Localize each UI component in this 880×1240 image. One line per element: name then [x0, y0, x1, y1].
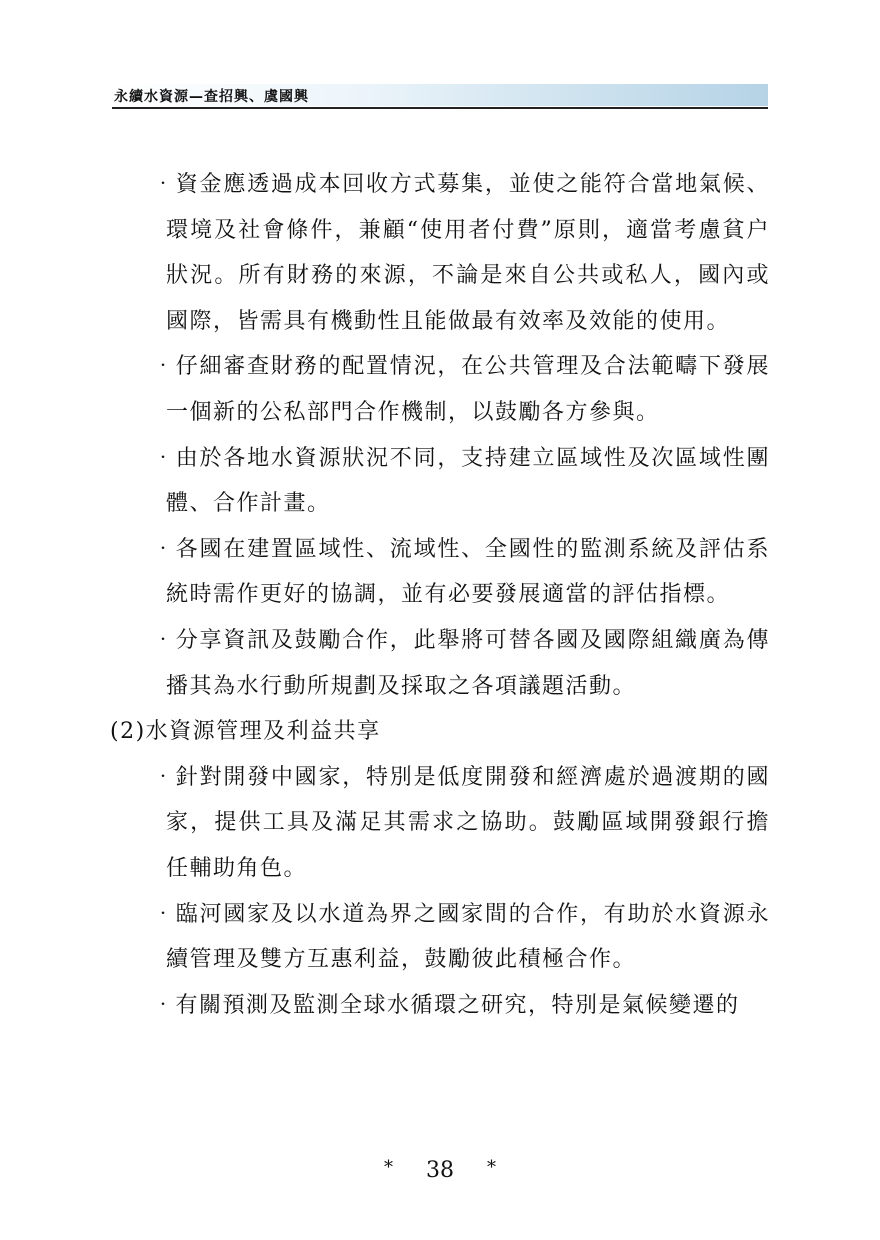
bullet-paragraph: ‧有關預測及監測全球水循環之研究，特別是氣候變遷的: [152, 992, 740, 1018]
bullet-paragraph: ‧針對開發中國家，特別是低度開發和經濟處於過渡期的國家，提供工具及滿足其需求之協助。鼓勵區域開發銀行擔任輔助角色。: [152, 764, 770, 881]
footer-star-right: *: [487, 1157, 496, 1178]
footer-star-left: *: [384, 1157, 393, 1178]
page-footer: [0, 1158, 880, 1183]
page-number: 38: [426, 1158, 454, 1183]
running-header-title: 永續水資源—查招興、虞國興: [114, 89, 309, 105]
bullet-paragraph: ‧各國在建置區域性、流域性、全國性的監測系統及評估系統時需作更好的協調，並有必要發展適當的評估指標。: [152, 536, 770, 608]
bullet-paragraph: ‧臨河國家及以水道為界之國家間的合作，有助於水資源永續管理及雙方互惠利益，鼓勵彼此積極合作。: [152, 901, 770, 973]
header-rule: [112, 107, 768, 109]
page-body: [110, 162, 770, 1028]
bullet-paragraph: ‧仔細審查財務的配置情況，在公共管理及合法範疇下發展一個新的公私部門合作機制，以鼓勵各方參與。: [152, 354, 770, 425]
bullet-paragraph: ‧由於各地水資源狀況不同，支持建立區域性及次區域性團體、合作計畫。: [152, 445, 770, 517]
bullet-paragraph: ‧分享資訊及鼓勵合作，此舉將可替各國及國際組織廣為傳播其為水行動所規劃及採取之各項議題活動。: [152, 627, 770, 699]
section-subheading: (2)水資源管理及利益共享: [110, 719, 381, 745]
bullet-paragraph: ‧資金應透過成本回收方式募集，並使之能符合當地氣候、環境及社會條件，兼顧“使用者付費”原則，適當考慮貧户狀況。所有財務的來源，不論是來自公共或私人，國內或國際，皆需具有機動性且能做最有效率及效能的使用。: [152, 172, 770, 334]
